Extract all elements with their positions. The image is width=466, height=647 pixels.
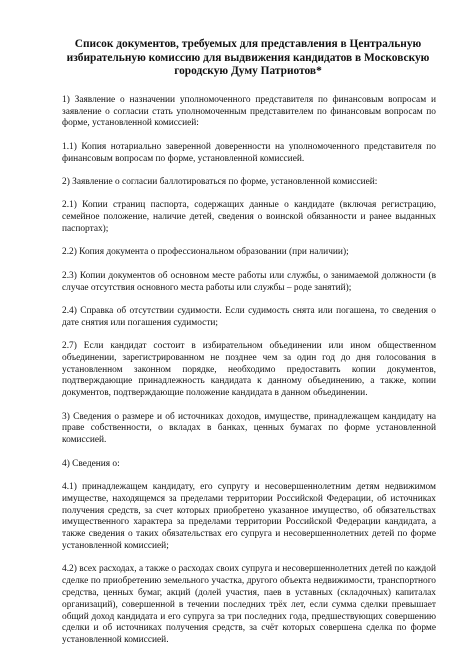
paragraph-2-7: 2.7) Если кандидат состоит в избирательном объединении или ином общественном объединении, зарегистрированном не позднее чем за один год до дня голосования в установленном законном порядке, необходимо предоставить копии документов, подтверждающие принадлежность кандидата к данному объединению, а также, копии документов, подтверждающие положение кандидата в данном объединении. xyxy=(62,341,436,399)
paragraph-2-2: 2.2) Копия документа о профессиональном образовании (при наличии); xyxy=(62,247,349,258)
paragraph-4-2: 4.2) всех расходах, а также о расходах своих супруга и несовершеннолетних детей по каждой сделке по приобретению земельного участка, другого объекта недвижимости, транспортного средства, ценных бумаг, акций (долей участия, паев в уставных (складочных) капиталах организаций), совершенной в течении последних трёх лет, если сумма сделки превышает общий доход кандидата и его супруга за три последних года, предшествующих совершению сделки и об источниках получения средств, за счёт которых совершена сделка по форме установленной комиссией. xyxy=(62,564,436,646)
paragraph-4: 4) Сведения о: xyxy=(62,458,120,469)
paragraph-1-1: 1.1) Копия нотариально заверенной доверенности на уполномоченного представителя по финансовым вопросам по форме, установленной комиссией. xyxy=(62,141,436,164)
paragraph-1: 1) Заявление о назначении уполномоченного представителя по финансовым вопросам и заявление о согласии стать уполномоченным представителем по финансовым вопросам по форме, установленной комиссией: xyxy=(62,94,436,129)
paragraph-4-1: 4.1) принадлежащем кандидату, его супругу и несовершеннолетним детям недвижимом имуществе, находящемся за пределами территории Российской Федерации, об источниках получения средств, за счет которых приобретено указанное имущество, об обязательствах имущественного характера за пределами территории Российской Федерации кандидата, а также сведения о таких обязательствах его супруга и несовершеннолетних детей по форме установленной комиссией; xyxy=(62,482,436,552)
paragraph-2: 2) Заявление о согласии баллотироваться по форме, установленной комиссией: xyxy=(62,176,378,187)
paragraph-2-1: 2.1) Копии страниц паспорта, содержащих данные о кандидате (включая регистрацию, семейное положение, наличие детей, сведения о воинской обязанности и ранее выданных паспортах); xyxy=(62,200,436,234)
paragraph-3: 3) Сведения о размере и об источниках доходов, имуществе, принадлежащем кандидату на праве собственности, о вкладах в банках, ценных бумагах по форме установленной комиссией. xyxy=(62,411,436,446)
paragraph-2-3: 2.3) Копии документов об основном месте работы или службы, о занимаемой должности (в случае отсутствия основного места работы или службы – роде занятий); xyxy=(62,270,436,293)
document-title: Список документов, требуемых для представления в Центральную избирательную комиссию для выдвижения кандидатов в Московскую городскую Думу Патриотов* xyxy=(66,38,430,78)
paragraph-2-4: 2.4) Справка об отсутствии судимости. Если судимость снята или погашена, то сведения о дате снятия или погашения судимости; xyxy=(62,305,436,328)
